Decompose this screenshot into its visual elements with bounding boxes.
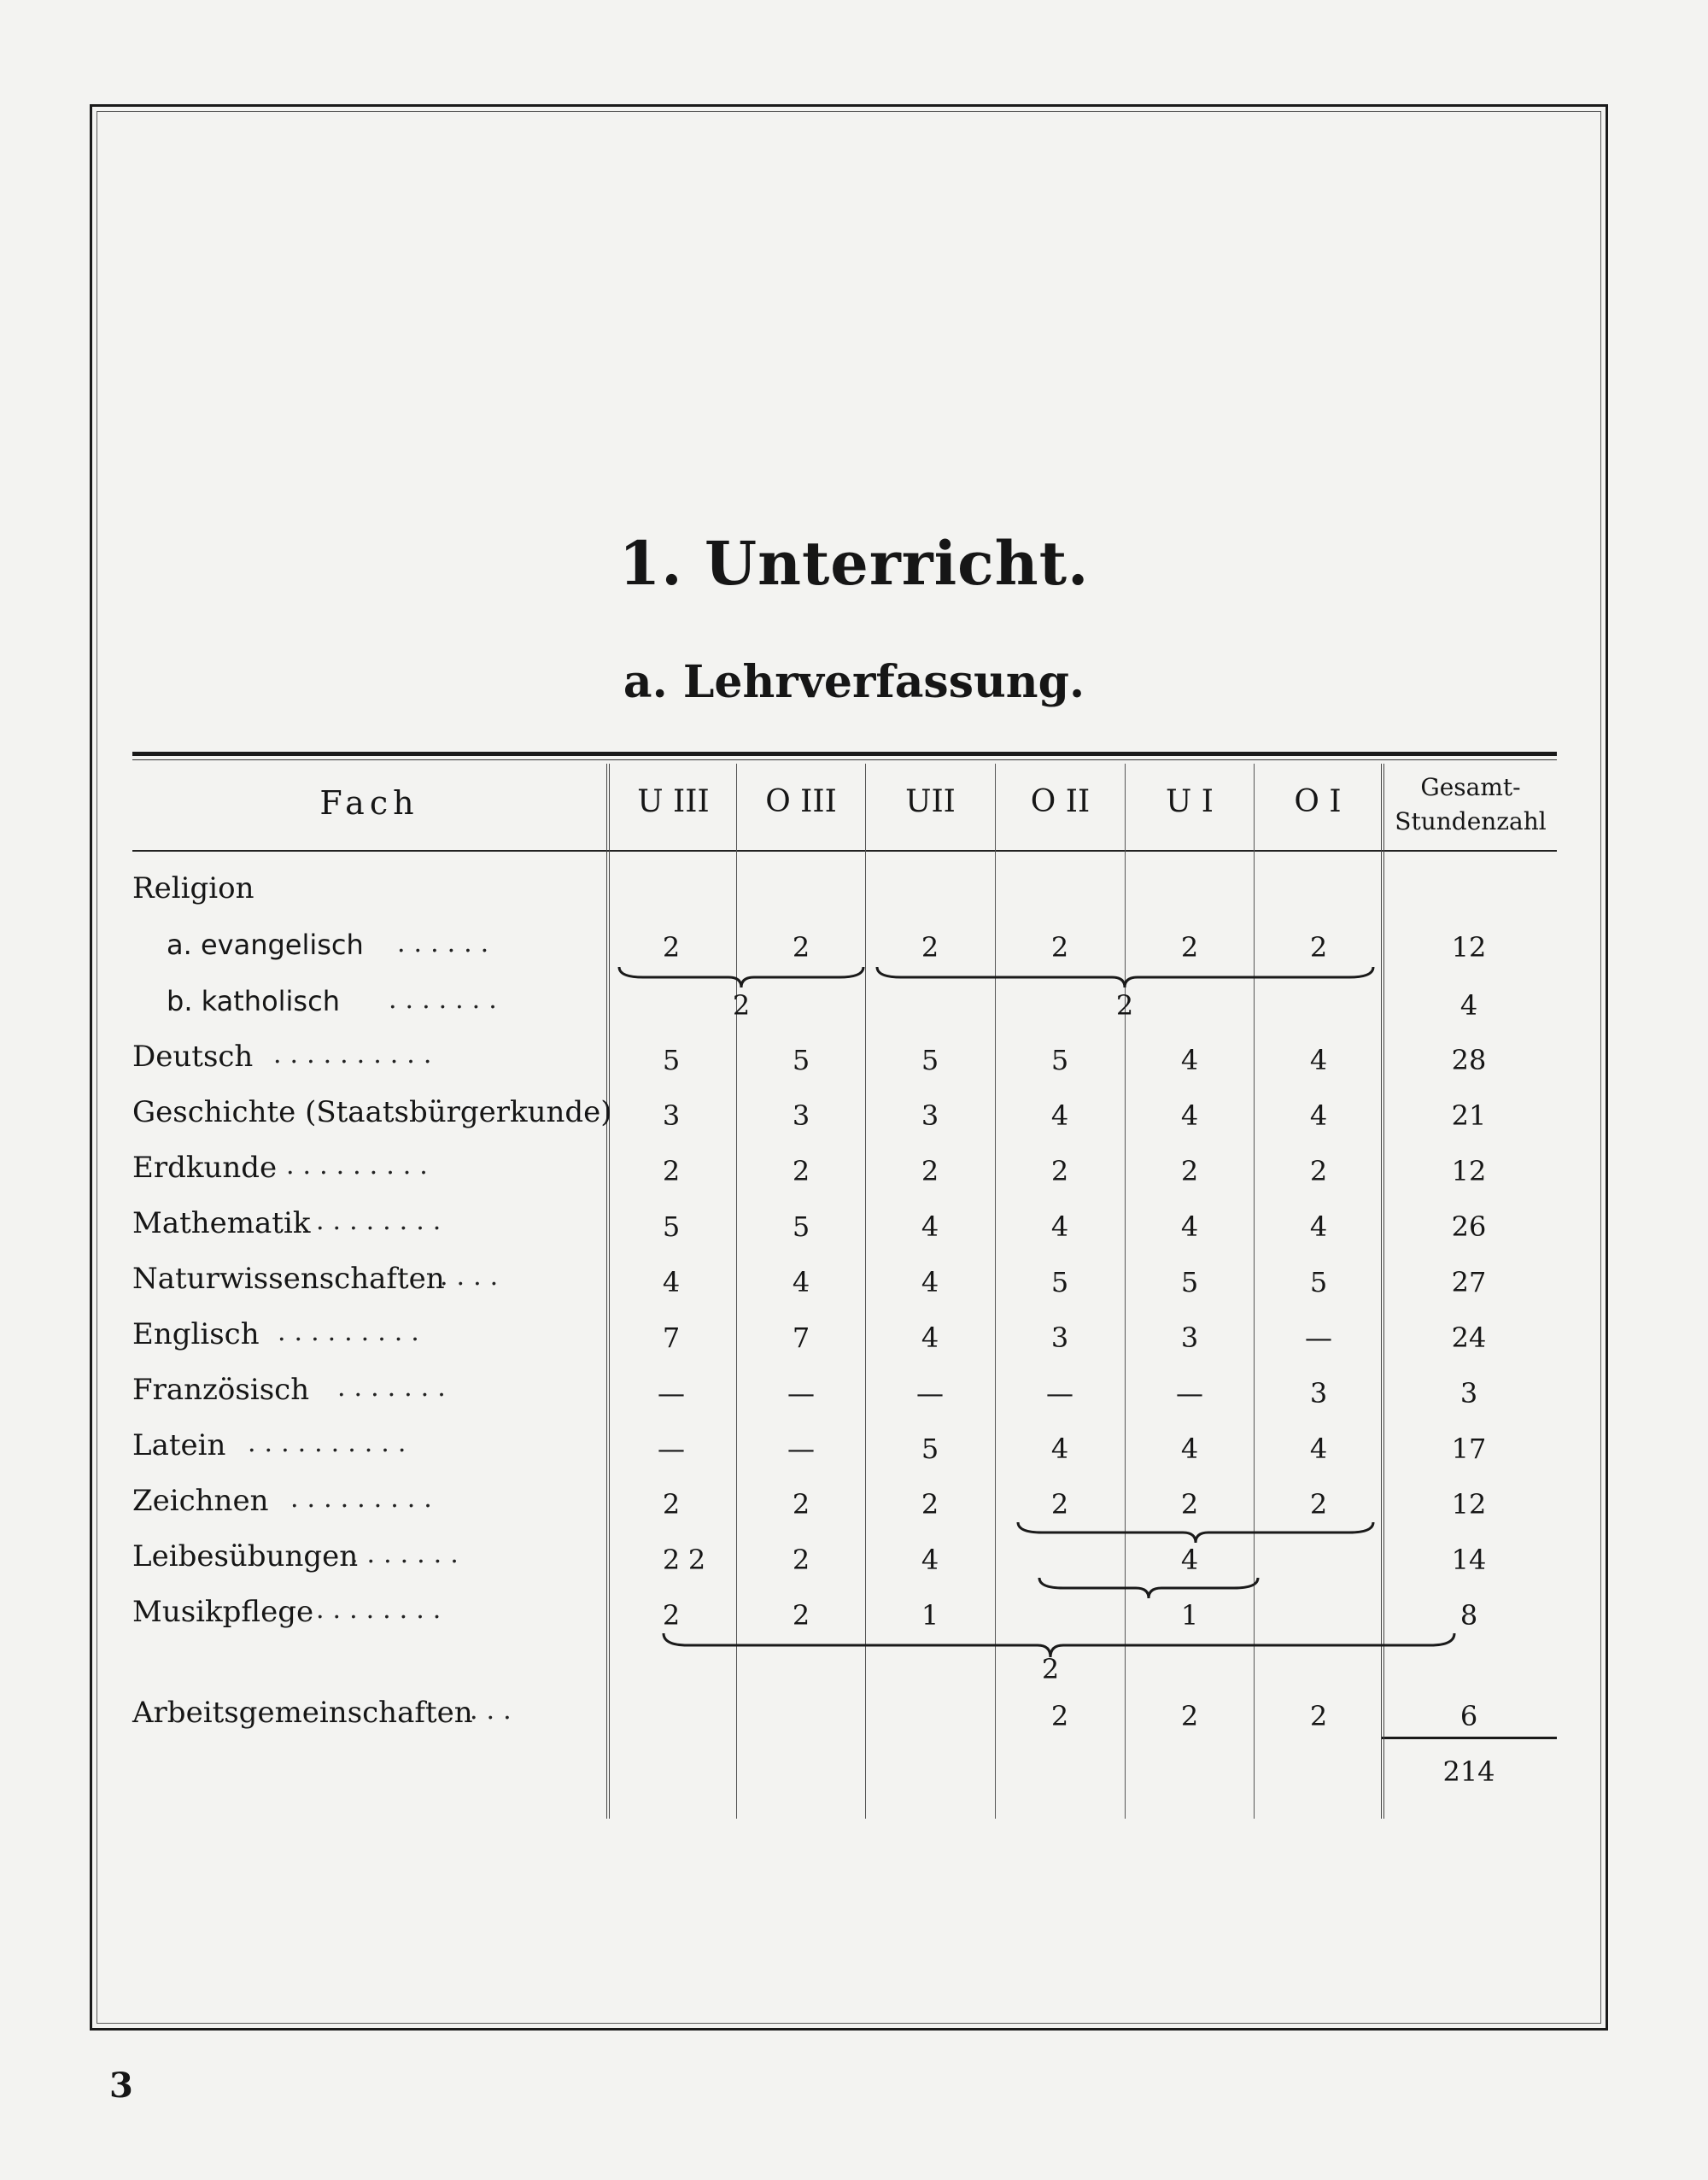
cell-latein-oii: 4 (1050, 1433, 1069, 1465)
cell-mathematik-oiii: 5 (792, 1210, 810, 1243)
cell-naturwissenschaften-ui: 5 (1180, 1266, 1199, 1298)
leader-dots: ....... (337, 1373, 454, 1403)
cell-naturwissenschaften-uiii: 4 (662, 1266, 681, 1298)
cell-zeichnen-ui: 2 (1180, 1488, 1199, 1521)
cell-geschichte-uiii: 3 (662, 1099, 681, 1132)
cell-mathematik-ui: 4 (1180, 1210, 1199, 1243)
cell-deutsch-oii: 5 (1050, 1044, 1069, 1076)
cell-latein-uii: 5 (921, 1433, 939, 1465)
cell-arbeitsgemeinschaften-total: 6 (1459, 1700, 1478, 1732)
row-label-franzoesisch: Französisch (132, 1373, 310, 1407)
header-class-oiii: O III (765, 784, 837, 819)
cell-zeichnen-uii: 2 (921, 1488, 939, 1521)
leader-dots: ......... (290, 1484, 441, 1514)
cell-englisch-oii: 3 (1050, 1321, 1069, 1354)
row-label-naturwissenschaften: Naturwissenschaften (132, 1262, 445, 1296)
row-label-religion: Religion (132, 871, 254, 905)
leader-dots: ......... (286, 1151, 436, 1181)
cell-geschichte-total: 21 (1451, 1099, 1487, 1132)
cell-erdkunde-total: 12 (1451, 1155, 1487, 1187)
cell-evangelisch-oiii: 2 (792, 931, 810, 964)
row-label-englisch: Englisch (132, 1317, 260, 1351)
cell-geschichte-oi: 4 (1309, 1099, 1328, 1132)
leader-dots: .......... (273, 1040, 441, 1069)
cell-franzoesisch-oiii: — (787, 1377, 815, 1409)
header-total-line2: Stundenzahl (1395, 807, 1547, 835)
header-total (1384, 771, 1557, 839)
cell-erdkunde-oiii: 2 (792, 1155, 810, 1187)
cell-englisch-total: 24 (1451, 1321, 1487, 1354)
row-label-mathematik: Mathematik (132, 1206, 311, 1240)
cell-franzoesisch-uii: — (916, 1377, 944, 1409)
leader-dots: .... (440, 1262, 507, 1292)
cell-zeichnen-total: 12 (1451, 1488, 1487, 1521)
cell-leibesuebungen-uiii-oiii: 2 (687, 1544, 706, 1576)
row-label-latein: Latein (132, 1428, 226, 1462)
cell-geschichte-ui: 4 (1180, 1099, 1199, 1132)
cell-deutsch-total: 28 (1451, 1044, 1487, 1076)
cell-zeichnen-oiii: 2 (792, 1488, 810, 1521)
cell-zeichnen-oi: 2 (1309, 1488, 1328, 1521)
cell-franzoesisch-total: 3 (1459, 1377, 1478, 1409)
cell-musikpflege-total: 8 (1459, 1599, 1478, 1632)
cell-musikpflege-oiii: 2 (792, 1599, 810, 1632)
cell-englisch-uiii: 7 (662, 1321, 681, 1354)
table-header-rule (132, 850, 1557, 852)
cell-evangelisch-oi: 2 (1309, 931, 1328, 964)
leader-dots: ...... (397, 929, 498, 958)
table-top-rule-thin (132, 759, 1557, 760)
header-class-oii: O II (1030, 784, 1091, 819)
row-label-evangelisch: a. evangelisch (167, 929, 364, 961)
table-top-rule (132, 752, 1557, 756)
cell-evangelisch-ui: 2 (1180, 931, 1199, 964)
leader-dots: ......... (278, 1317, 428, 1347)
leader-dots: ... (470, 1696, 520, 1726)
header-class-uii: UII (905, 784, 956, 819)
cell-leibesuebungen-total: 14 (1451, 1544, 1487, 1576)
cell-arbeitsgemeinschaften-ui: 2 (1180, 1700, 1199, 1732)
cell-erdkunde-oi: 2 (1309, 1155, 1328, 1187)
header-total-line1: Gesamt- (1420, 773, 1521, 801)
cell-latein-oi: 4 (1309, 1433, 1328, 1465)
cell-naturwissenschaften-total: 27 (1451, 1266, 1487, 1298)
cell-naturwissenschaften-oiii: 4 (792, 1266, 810, 1298)
row-label-geschichte: Geschichte (Staatsbürgerkunde) (132, 1095, 612, 1129)
cell-zeichnen-uiii: 2 (662, 1488, 681, 1521)
cell-erdkunde-uiii: 2 (662, 1155, 681, 1187)
table-total-rule (1381, 1737, 1557, 1739)
cell-leibesuebungen-uiii: 2 (662, 1544, 681, 1576)
cell-franzoesisch-ui: — (1176, 1377, 1203, 1409)
cell-evangelisch-uii: 2 (921, 931, 939, 964)
leader-dots: ........ (316, 1595, 450, 1625)
cell-arbeitsgemeinschaften-oi: 2 (1309, 1700, 1328, 1732)
cell-arbeitsgemeinschaften-oii: 2 (1050, 1700, 1069, 1732)
row-label-deutsch: Deutsch (132, 1040, 254, 1074)
cell-geschichte-oii: 4 (1050, 1099, 1069, 1132)
cell-leibesuebungen-oiii: 2 (792, 1544, 810, 1576)
cell-musikpflege-uiii: 2 (662, 1599, 681, 1632)
section-title: 1. Unterricht. (618, 528, 1090, 599)
cell-deutsch-oi: 4 (1309, 1044, 1328, 1076)
cell-latein-uiii: — (658, 1433, 685, 1465)
row-label-erdkunde: Erdkunde (132, 1151, 278, 1185)
cell-englisch-oi: — (1305, 1321, 1332, 1354)
brace-leibesuebungen (1016, 1521, 1375, 1546)
cell-evangelisch-total: 12 (1451, 931, 1487, 964)
cell-erdkunde-oii: 2 (1050, 1155, 1069, 1187)
leader-dots: ........ (316, 1206, 450, 1236)
cell-naturwissenschaften-uii: 4 (921, 1266, 939, 1298)
cell-naturwissenschaften-oi: 5 (1309, 1266, 1328, 1298)
cell-katholisch-total: 4 (1459, 989, 1478, 1022)
cell-katholisch-group1: 2 (732, 989, 751, 1022)
cell-mathematik-oi: 4 (1309, 1210, 1328, 1243)
cell-naturwissenschaften-oii: 5 (1050, 1266, 1069, 1298)
brace-musikpflege-upper (1038, 1576, 1260, 1602)
cell-deutsch-ui: 4 (1180, 1044, 1199, 1076)
cell-geschichte-uii: 3 (921, 1099, 939, 1132)
header-class-uiii: U III (637, 784, 710, 819)
cell-franzoesisch-oi: 3 (1309, 1377, 1328, 1409)
header-class-ui: U I (1165, 784, 1214, 819)
section-subtitle: a. Lehrverfassung. (623, 656, 1085, 708)
cell-franzoesisch-oii: — (1046, 1377, 1073, 1409)
cell-latein-oiii: — (787, 1433, 815, 1465)
cell-mathematik-oii: 4 (1050, 1210, 1069, 1243)
cell-deutsch-oiii: 5 (792, 1044, 810, 1076)
cell-franzoesisch-uiii: — (658, 1377, 685, 1409)
page-number: 3 (109, 2066, 133, 2106)
cell-erdkunde-uii: 2 (921, 1155, 939, 1187)
cell-leibesuebungen-group: 4 (1180, 1544, 1199, 1576)
leader-dots: ....... (350, 1539, 467, 1569)
cell-evangelisch-oii: 2 (1050, 931, 1069, 964)
cell-englisch-uii: 4 (921, 1321, 939, 1354)
cell-deutsch-uiii: 5 (662, 1044, 681, 1076)
cell-musikpflege-uii: 1 (921, 1599, 939, 1632)
cell-geschichte-oiii: 3 (792, 1099, 810, 1132)
grand-total: 214 (1442, 1755, 1495, 1788)
cell-katholisch-group2: 2 (1115, 989, 1134, 1022)
row-label-arbeitsgemeinschaften: Arbeitsgemeinschaften (132, 1696, 473, 1730)
row-label-leibesuebungen: Leibesübungen (132, 1539, 359, 1573)
cell-latein-ui: 4 (1180, 1433, 1199, 1465)
brace-religion-upper (875, 965, 1375, 991)
cell-musikpflege-all-group: 2 (1041, 1653, 1060, 1685)
cell-musikpflege-group: 1 (1180, 1599, 1199, 1632)
cell-latein-total: 17 (1451, 1433, 1487, 1465)
header-class-oi: O I (1294, 784, 1342, 819)
cell-erdkunde-ui: 2 (1180, 1155, 1199, 1187)
brace-religion-lower (617, 965, 865, 991)
row-label-katholisch: b. katholisch (167, 985, 340, 1017)
cell-mathematik-total: 26 (1451, 1210, 1487, 1243)
row-label-musikpflege: Musikpflege (132, 1595, 314, 1629)
cell-leibesuebungen-uii: 4 (921, 1544, 939, 1576)
cell-zeichnen-oii: 2 (1050, 1488, 1069, 1521)
cell-mathematik-uiii: 5 (662, 1210, 681, 1243)
cell-deutsch-uii: 5 (921, 1044, 939, 1076)
leader-dots: ....... (389, 985, 506, 1015)
leader-dots: .......... (248, 1428, 415, 1458)
cell-englisch-ui: 3 (1180, 1321, 1199, 1354)
cell-evangelisch-uiii: 2 (662, 931, 681, 964)
header-subject: Fach (319, 784, 419, 822)
cell-englisch-oiii: 7 (792, 1321, 810, 1354)
row-label-zeichnen: Zeichnen (132, 1484, 269, 1518)
cell-mathematik-uii: 4 (921, 1210, 939, 1243)
